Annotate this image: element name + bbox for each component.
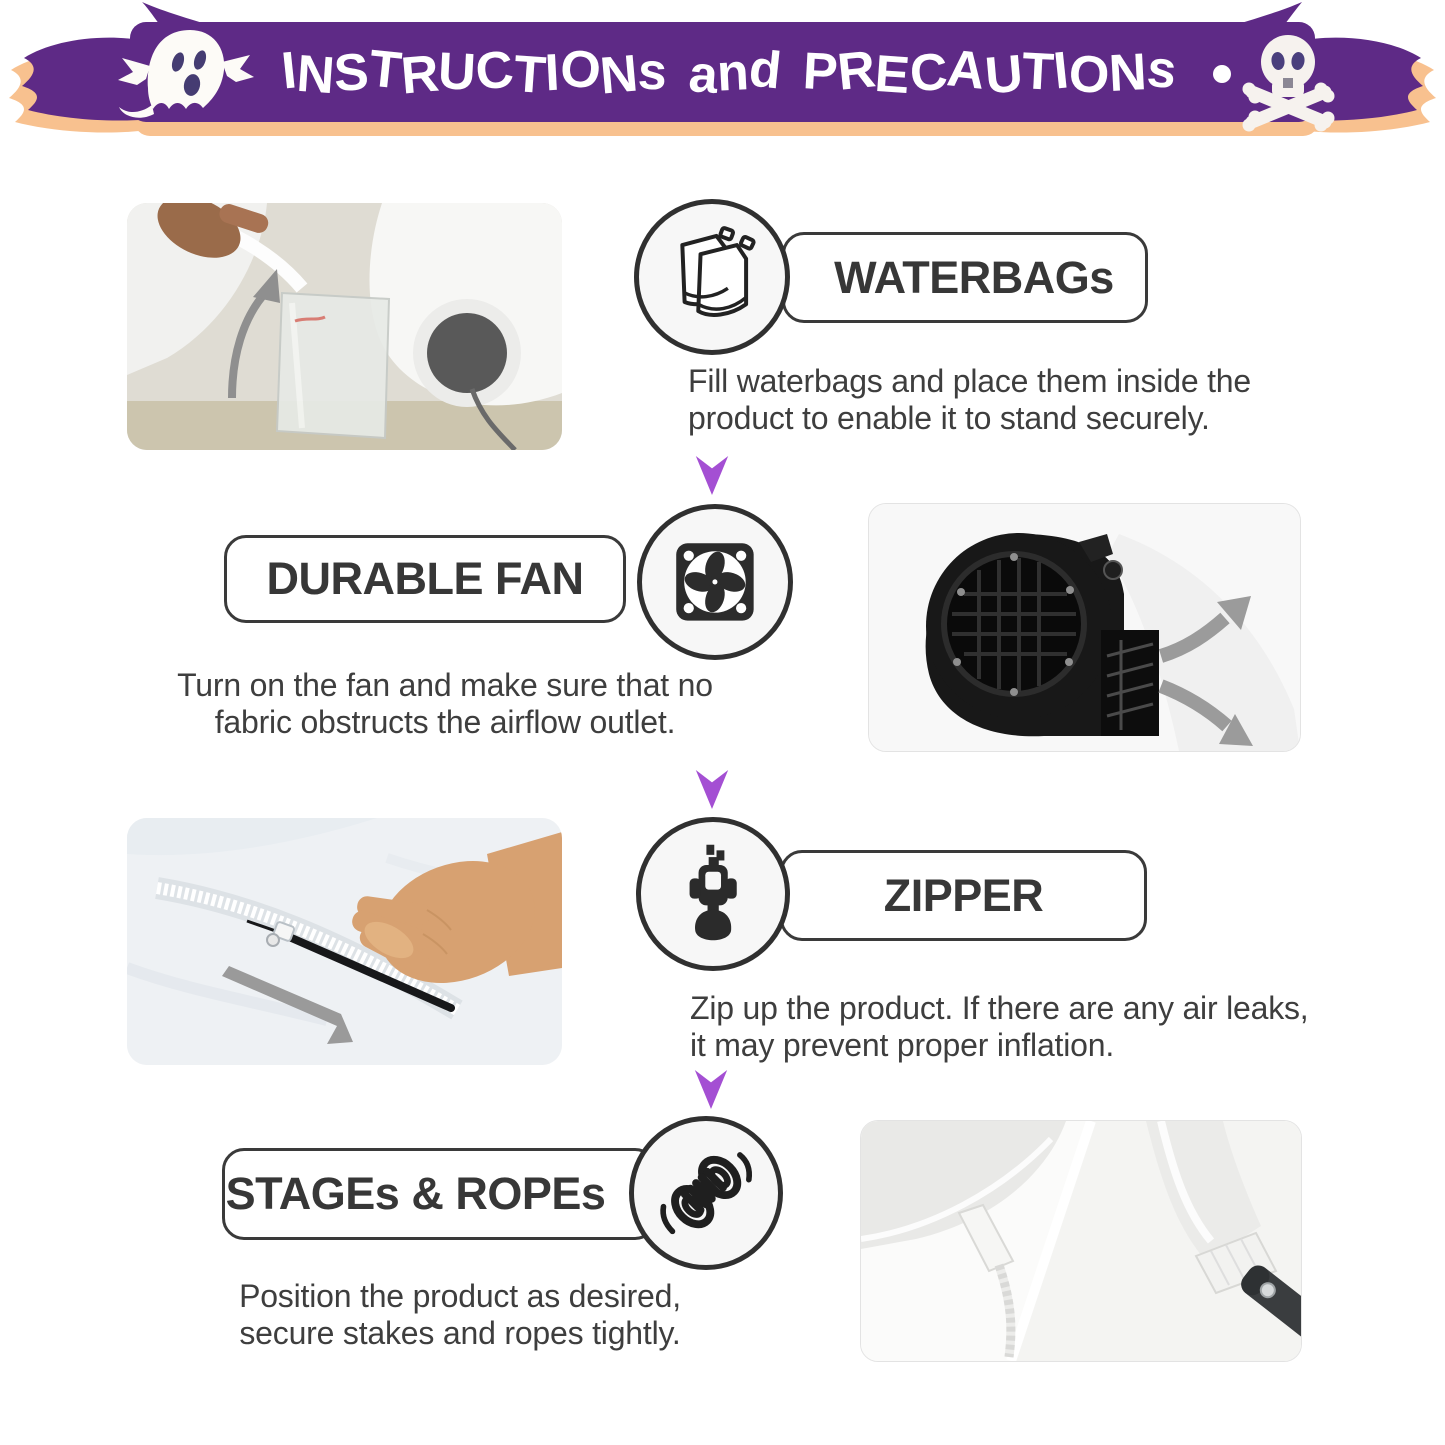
zipper-photo <box>127 818 562 1065</box>
separator-dot <box>1213 65 1231 83</box>
zipper-caption: Zip up the product. If there are any air leaks, it may prevent proper inflation. <box>690 990 1309 1063</box>
waterbags-photo <box>127 203 562 450</box>
zipper-icon <box>657 838 769 950</box>
waterbags-label <box>782 232 1148 323</box>
rope-icon <box>650 1137 762 1249</box>
fan-icon-circle <box>637 504 793 660</box>
zipper-label <box>780 850 1147 941</box>
durable-fan-label <box>224 535 626 623</box>
stakes-ropes-photo <box>860 1120 1302 1362</box>
waterbags-caption: Fill waterbags and place them inside the product to enable it to stand securely. <box>688 363 1251 436</box>
banner-title: I N S T R U C T I O N s a n d P R E C A U T I O N s <box>279 39 1179 106</box>
waterbags-icon <box>655 220 769 334</box>
fan-photo <box>868 503 1301 752</box>
fan-icon <box>658 525 772 639</box>
stakes-ropes-label-text: STAGEs & ROPEs <box>225 1168 606 1219</box>
durable-fan-label-text: DURABLE FAN <box>266 553 584 604</box>
stakes-ropes-caption: Position the product as desired, secure stakes and ropes tightly. <box>239 1278 681 1351</box>
waterbags-icon-circle <box>634 199 790 355</box>
waterbags-label-text: WATERBAGs <box>834 251 1114 303</box>
zipper-label-text: ZIPPER <box>883 869 1044 921</box>
flow-arrow-down-2 <box>694 770 730 810</box>
zipper-icon-circle <box>636 817 790 971</box>
durable-fan-caption: Turn on the fan and make sure that no fabric obstructs the airflow outlet. <box>177 667 713 740</box>
stakes-ropes-label <box>222 1148 657 1240</box>
flow-arrow-down-3 <box>693 1070 729 1110</box>
rope-icon-circle <box>629 1116 783 1270</box>
flow-arrow-down-1 <box>694 456 730 496</box>
